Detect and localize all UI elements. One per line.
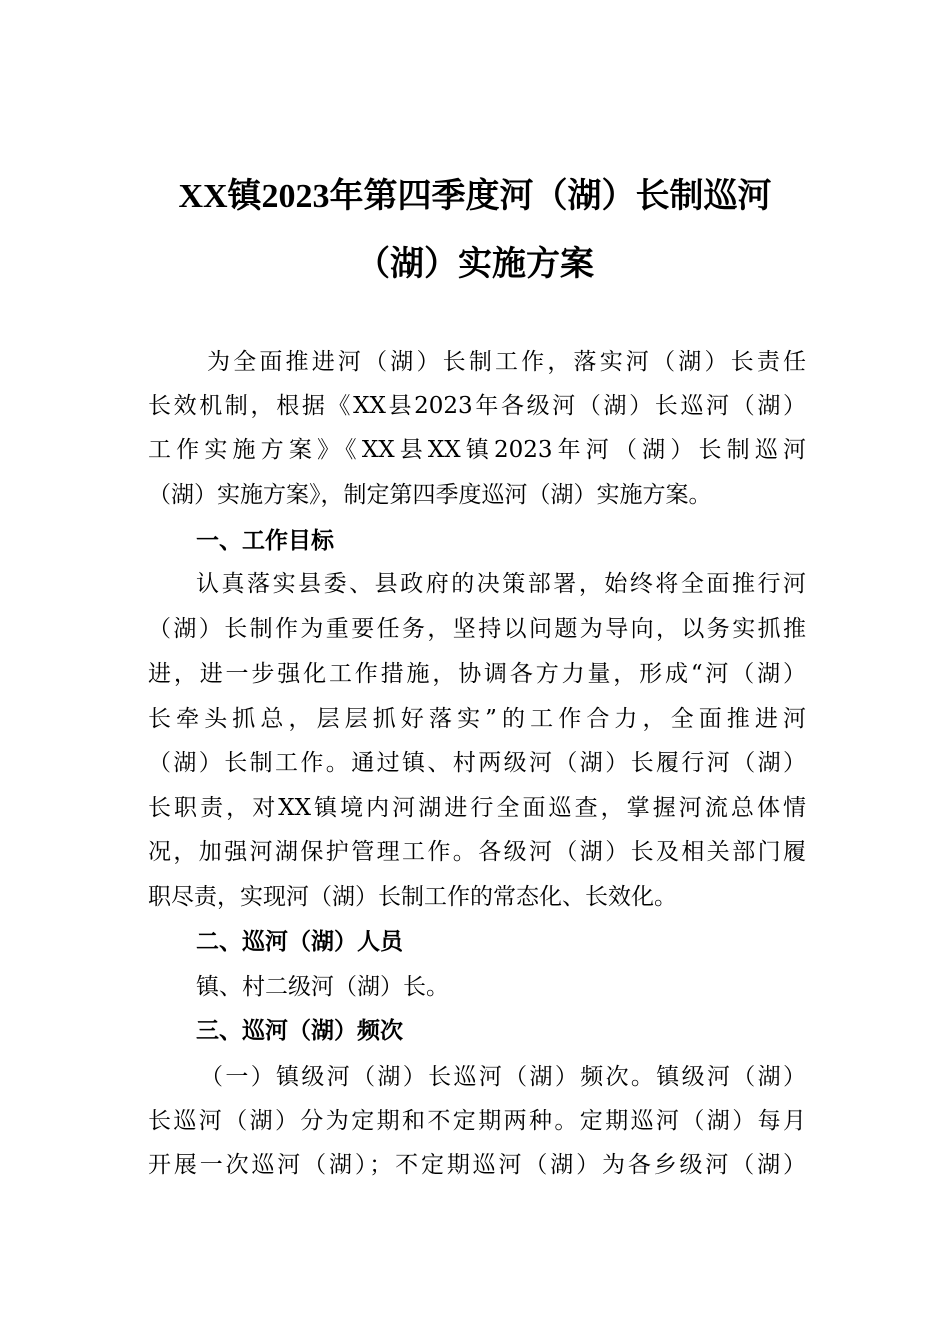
body-line: 长牵头抓总，层层抓好落实”的工作合力，全面推进河 (148, 706, 806, 732)
section-heading-goals: 一、工作目标 (196, 528, 334, 554)
body-line: 开展一次巡河（湖）；不定期巡河（湖）为各乡级河（湖） (148, 1152, 806, 1178)
body-line: 进，进一步强化工作措施，协调各方力量，形成“河（湖） (148, 661, 806, 687)
body-line: （湖）长制工作。通过镇、村两级河（湖）长履行河（湖） (148, 750, 806, 776)
section-heading-frequency: 三、巡河（湖）频次 (196, 1018, 403, 1044)
body-line: （一）镇级河（湖）长巡河（湖）频次。镇级河（湖） (200, 1064, 806, 1090)
intro-line: （湖）实施方案》，制定第四季度巡河（湖）实施方案。 (148, 482, 712, 508)
body-line: 况，加强河湖保护管理工作。各级河（湖）长及相关部门履 (148, 839, 806, 865)
body-line: 长职责，对XX镇境内河湖进行全面巡查，掌握河流总体情 (148, 795, 806, 821)
document-title-line-1: XX镇2023年第四季度河（湖）长制巡河 (178, 178, 772, 215)
body-line: 长巡河（湖）分为定期和不定期两种。定期巡河（湖）每月 (148, 1108, 806, 1134)
intro-line: 工作实施方案》《XX县XX镇2023年河（湖）长制巡河 (148, 437, 806, 463)
intro-line: 为全面推进河（湖）长制工作，落实河（湖）长责任 (207, 349, 806, 375)
intro-line: 长效机制，根据《XX县2023年各级河（湖）长巡河（湖） (148, 393, 806, 419)
body-line: 镇、村二级河（湖）长。 (196, 974, 449, 1000)
document-title-line-2: （湖）实施方案 (356, 246, 594, 283)
body-line: 职尽责，实现河（湖）长制工作的常态化、长效化。 (148, 884, 677, 910)
section-heading-personnel: 二、巡河（湖）人员 (196, 929, 403, 955)
body-line: 认真落实县委、县政府的决策部署，始终将全面推行河 (196, 571, 806, 597)
body-line: （湖）长制作为重要任务，坚持以问题为导向，以务实抓推 (148, 616, 806, 642)
